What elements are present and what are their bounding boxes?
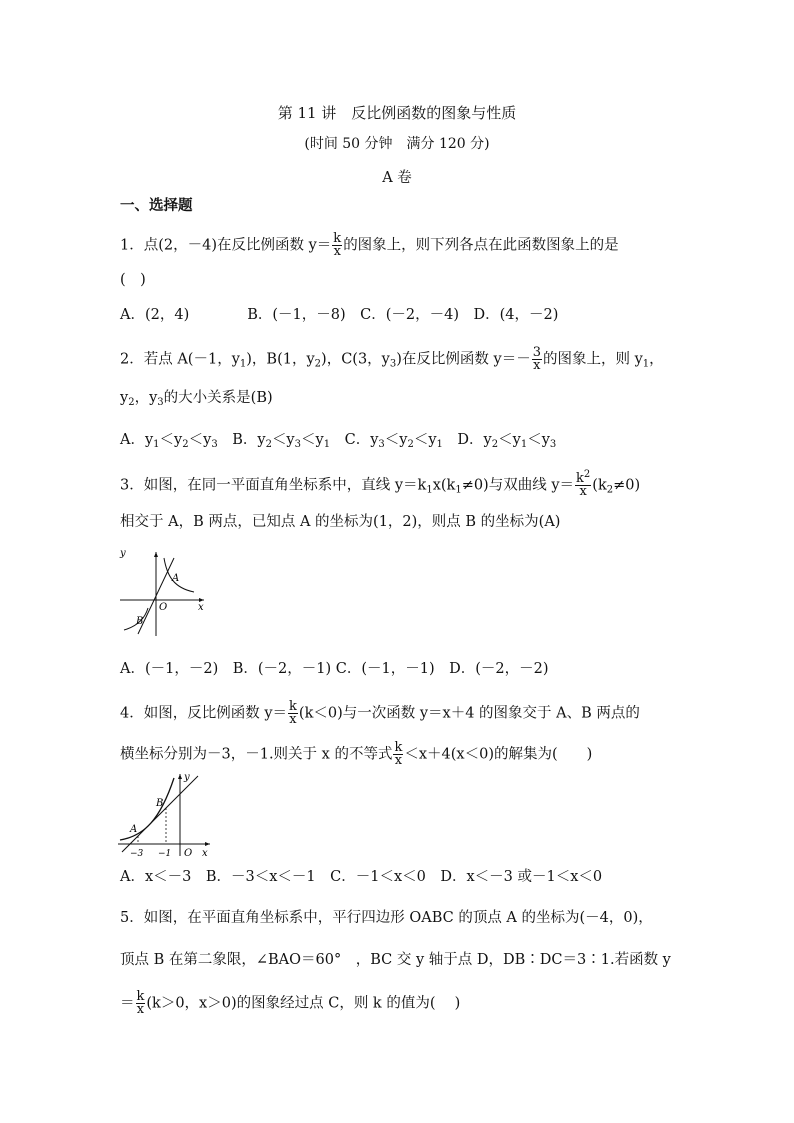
q2-sub-5: 2 [128,397,135,408]
q1-frac-den: x [333,244,341,259]
q4-l2-a: 横坐标分别为－3，－1.则关于 x 的不等式 [120,746,393,763]
q2-opt-c-sub: 1 [436,439,443,450]
q4-frac-den: x [289,712,297,727]
q3-frac-k: k [576,471,584,486]
q2-frac-num: 3 [532,345,541,360]
q4-text-a: 4．如图，反比例函数 y＝ [120,705,288,722]
q2-text-d: )在反比例函数 y＝－ [396,351,531,368]
q2-opt-c-sub: 2 [407,439,414,450]
q2-sub-6: 3 [157,397,164,408]
q2-opt-b-sub: 1 [323,439,331,450]
page-title: 第 11 讲 反比例函数的图象与性质 [277,104,517,122]
q2-options [120,431,556,449]
q3-fraction [575,469,591,499]
q2-opt-a-lt: ＜y [188,432,212,448]
q2-opt-b-lt: ＜y [271,432,295,448]
q4-x-arrow-icon [205,842,210,846]
q3-label-x: x [198,602,204,613]
q2-opt-a-lt: ＜y [159,432,183,448]
q4-label-a: A [130,824,138,835]
q3-sub-3: 2 [606,484,614,496]
q3-stem [120,469,641,499]
q4-label-x: x [202,848,208,858]
q3-label-a: A [172,573,180,584]
q2-text-a: 2．若点 A(－1，y [120,351,240,368]
q2-text-b: )，B(1，y [246,351,315,368]
q3-label-b: B [136,616,144,627]
q3-text-b: x(k [432,477,456,494]
q4-label-minus3: −3 [130,849,144,858]
q2-opt-d-lt: ＜y [527,432,550,448]
section-heading: 一、选择题 [120,198,193,214]
q2-opt-c-sub: 3 [378,439,385,450]
q3-graph [118,546,210,638]
q2-sub-3: 3 [389,358,397,370]
q2-text-e: 的图象上，则 y [542,351,643,368]
q4-fraction-2 [393,742,403,767]
q2-sub-2: 2 [314,358,322,370]
q4-stem-line2 [120,742,592,767]
q2-l2-a: y [120,390,129,406]
q1-text-b: 的图象上，则下列各点在此函数图象上的是 [343,237,619,254]
q3-y-arrow-icon [154,552,158,557]
q2-sub-1: 1 [239,358,247,370]
q2-text-c: )，C(3，y [321,351,390,368]
q2-opt-c-lt: ＜y [413,432,437,448]
volume-label: A 卷 [382,170,412,186]
q4-frac-num: k [289,699,297,714]
q2-l2-c: 的大小关系是(B) [163,390,273,406]
page-subtitle: (时间 50 分钟 满分 120 分) [304,136,490,152]
q2-fraction [532,347,542,372]
q4-figure [116,770,216,858]
q2-opt-d-lt: ＜y [498,432,521,448]
q5-frac-den: x [136,1002,145,1017]
q5-stem-line3 [120,991,460,1016]
q1-answer-paren: ( ) [120,272,146,288]
q2-text-f: ， [649,351,664,368]
q4-y-arrow-icon [178,774,182,779]
q5-frac-num: k [136,989,145,1004]
q3-options: A．(－1，－2) B．(－2，－1) C．(－1，－1) D．(－2，－2) [120,661,549,677]
q3-stem-line2: 相交于 A，B 两点，已知点 A 的坐标为(1，2)，则点 B 的坐标为(A) [120,514,561,530]
q5-fraction [136,991,146,1016]
q2-frac-den: x [533,358,541,373]
q4-text-b: (k＜0)与一次函数 y＝x＋4 的图象交于 A、B 两点的 [298,705,640,722]
q2-opt-a-sub: 2 [182,439,189,450]
q3-label-y: y [120,548,126,559]
q3-frac-den: x [579,484,587,499]
q3-text-e: ≠0) [613,477,641,494]
q5-l3-a: ＝ [120,995,135,1012]
q4-options: A．x＜－3 B．－3＜x＜－1 C．－1＜x＜0 D．x＜－3 或－1＜x＜0 [120,869,603,885]
q4-l2-b: ＜x＋4(x＜0)的解集为( ) [404,746,593,763]
q3-text-d: (k [592,477,607,494]
q2-opt-c: C．y [330,432,379,448]
q2-opt-b-lt: ＜y [301,432,324,448]
q2-opt-b-sub: 3 [294,439,302,450]
q2-l2-b: ，y [134,390,158,406]
q2-opt-b: B．y [217,432,266,448]
q1-frac-num: k [333,231,342,246]
q2-opt-d: D．y [442,432,492,448]
q1-fraction [332,233,342,258]
q4-frac2-den: x [394,753,403,768]
q3-sub-1: 1 [426,484,433,496]
q3-text-a: 3．如图，在同一平面直角坐标系中，直线 y＝k [120,477,427,494]
q2-opt-d-sub: 3 [549,439,557,450]
q2-stem [120,347,664,372]
q2-opt-d-sub: 2 [491,439,499,450]
q3-frac-sup: 2 [583,469,591,480]
q2-opt-d-sub: 1 [520,439,528,450]
q2-opt-b-sub: 2 [265,439,272,450]
q4-label-minus1: −1 [158,849,172,858]
q2-stem-line2 [120,389,273,407]
q3-figure [118,546,210,638]
q5-l3-b: (k＞0，x＞0)的图象经过点 C，则 k 的值为( ) [146,995,461,1012]
q3-sub-2: 1 [455,484,462,496]
q2-opt-a-sub: 1 [153,439,160,450]
q4-fraction [288,701,298,726]
q4-label-o: O [184,848,193,858]
q1-stem [120,233,619,258]
q4-line-x-plus-4 [122,776,198,852]
q2-opt-c-lt: ＜y [384,432,408,448]
q4-label-b: B [156,798,164,809]
q5-stem-line1: 5．如图，在平面直角坐标系中，平行四边形 OABC 的顶点 A 的坐标为(－4，0)， [120,910,653,926]
q3-text-c: ≠0)与双曲线 y＝ [461,477,575,494]
q4-stem [120,701,640,726]
q4-frac2-num: k [394,740,403,755]
q2-opt-a: A．y [120,432,154,448]
q4-label-y: y [184,772,190,783]
q1-options: A．(2，4) B．(－1，－8) C．(－2，－4) D．(4，－2) [120,307,559,323]
q1-text-a: 1．点(2，－4)在反比例函数 y＝ [120,237,332,254]
q3-label-o: O [159,602,168,613]
q4-graph [116,770,216,858]
q5-stem-line2: 顶点 B 在第二象限，∠BAO＝60° ，BC 交 y 轴于点 D，DB∶DC＝3∶1.若函数 y [120,952,671,968]
q2-opt-a-sub: 3 [211,439,218,450]
q2-sub-4: 1 [642,358,650,370]
